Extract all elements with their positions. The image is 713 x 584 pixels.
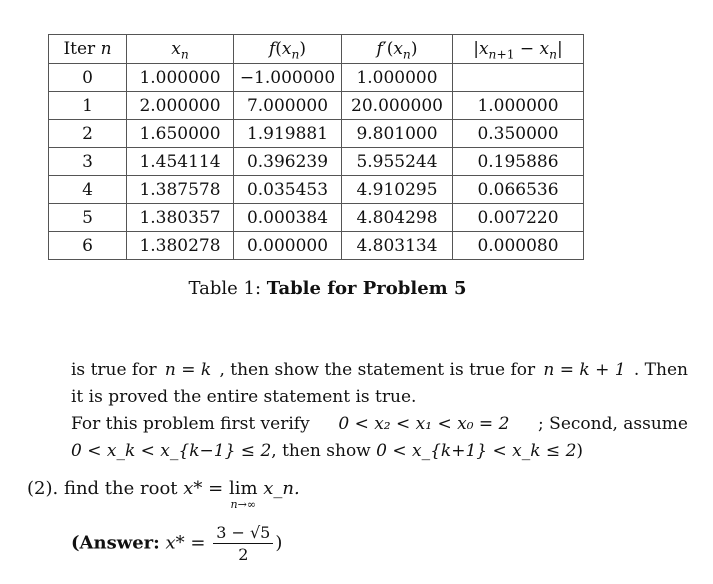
cell-x: 1.454114 xyxy=(127,148,234,176)
limit-operator: lim xyxy=(228,478,258,499)
cell-fprime: 4.804298 xyxy=(342,204,453,232)
math-n-equals-k-plus-1: n = k + 1 xyxy=(543,360,626,380)
answer-line xyxy=(71,523,282,564)
answer-lhs: x* = xyxy=(165,532,206,554)
cell-fprime: 1.000000 xyxy=(342,64,453,92)
paragraph-line xyxy=(71,438,688,465)
math-root-symbol: x* = xyxy=(183,478,224,499)
header-f: $f(x_n)$ xyxy=(234,35,342,64)
cell-fprime: 9.801000 xyxy=(342,120,453,148)
header-iter: Iter n xyxy=(49,35,127,64)
cell-x: 1.387578 xyxy=(127,176,234,204)
answer-label: (Answer: xyxy=(71,532,160,554)
table-row xyxy=(49,232,584,260)
paragraph-line: it is proved the entire statement is true. xyxy=(71,387,417,407)
header-fprime: $f'(x_n)$ xyxy=(342,35,453,64)
cell-f: −1.000000 xyxy=(234,64,342,92)
paragraph-verify xyxy=(71,411,688,465)
fraction-numerator: 3 − √5 xyxy=(213,523,273,544)
cell-f: 1.919881 xyxy=(234,120,342,148)
cell-f: 7.000000 xyxy=(234,92,342,120)
newton-iteration-table xyxy=(48,34,584,260)
fraction-denominator: 2 xyxy=(238,545,249,564)
text-segment: For this problem first verify xyxy=(71,414,310,434)
cell-x: 1.380278 xyxy=(127,232,234,260)
math-n-equals-k: n = k xyxy=(164,360,212,380)
cell-f: 0.000000 xyxy=(234,232,342,260)
math-sequence: x_n. xyxy=(263,478,300,499)
math-inequality-chain: 0 < x₂ < x₁ < x₀ = 2 xyxy=(338,414,510,434)
cell-diff: 0.195886 xyxy=(453,148,584,176)
cell-fprime: 4.910295 xyxy=(342,176,453,204)
paragraph-line xyxy=(71,411,688,438)
header-x: $x_n$ xyxy=(127,35,234,64)
cell-iter: 0 xyxy=(49,64,127,92)
cell-f: 0.035453 xyxy=(234,176,342,204)
cell-iter: 2 xyxy=(49,120,127,148)
cell-iter: 3 xyxy=(49,148,127,176)
cell-diff: 0.007220 xyxy=(453,204,584,232)
cell-diff: 0.350000 xyxy=(453,120,584,148)
cell-iter: 1 xyxy=(49,92,127,120)
text-segment: ) xyxy=(576,441,584,461)
table-header-row xyxy=(49,35,584,64)
cell-diff: 0.066536 xyxy=(453,176,584,204)
math-assumption: 0 < x_k < x_{k−1} ≤ 2 xyxy=(71,441,272,461)
cell-f: 0.000384 xyxy=(234,204,342,232)
limit-subscript: n→∞ xyxy=(230,498,256,511)
cell-f: 0.396239 xyxy=(234,148,342,176)
caption-title: Table for Problem 5 xyxy=(266,278,467,299)
paragraph-line xyxy=(71,357,688,384)
cell-x: 1.380357 xyxy=(127,204,234,232)
cell-fprime: 5.955244 xyxy=(342,148,453,176)
cell-diff: 0.000080 xyxy=(453,232,584,260)
part-2-question xyxy=(27,478,300,511)
table-row xyxy=(49,120,584,148)
cell-iter: 5 xyxy=(49,204,127,232)
cell-x: 2.000000 xyxy=(127,92,234,120)
cell-iter: 4 xyxy=(49,176,127,204)
cell-iter: 6 xyxy=(49,232,127,260)
text-segment: , then show the statement is true for xyxy=(219,360,536,380)
cell-fprime: 4.803134 xyxy=(342,232,453,260)
table-row xyxy=(49,204,584,232)
cell-x: 1.650000 xyxy=(127,120,234,148)
table-row xyxy=(49,176,584,204)
answer-fraction xyxy=(213,523,273,564)
part-text: find the root xyxy=(63,478,178,499)
cell-diff xyxy=(453,64,584,92)
part-label: (2). xyxy=(27,478,59,499)
limit-expression xyxy=(229,478,258,511)
text-segment: , then show xyxy=(271,441,371,461)
paragraph-induction xyxy=(71,357,688,411)
caption-label: Table 1: xyxy=(188,278,262,299)
cell-fprime: 20.000000 xyxy=(342,92,453,120)
table-row xyxy=(49,92,584,120)
answer-close: ) xyxy=(275,532,283,554)
header-diff: $|x_{n+1} - x_n|$ xyxy=(453,35,584,64)
table-caption xyxy=(0,278,655,299)
cell-x: 1.000000 xyxy=(127,64,234,92)
cell-diff: 1.000000 xyxy=(453,92,584,120)
table-row xyxy=(49,148,584,176)
math-conclusion: 0 < x_{k+1} < x_k ≤ 2 xyxy=(376,441,577,461)
table-row xyxy=(49,64,584,92)
text-segment: . Then xyxy=(633,360,688,380)
text-segment: is true for xyxy=(71,360,157,380)
text-segment: ; Second, assume xyxy=(538,414,688,434)
